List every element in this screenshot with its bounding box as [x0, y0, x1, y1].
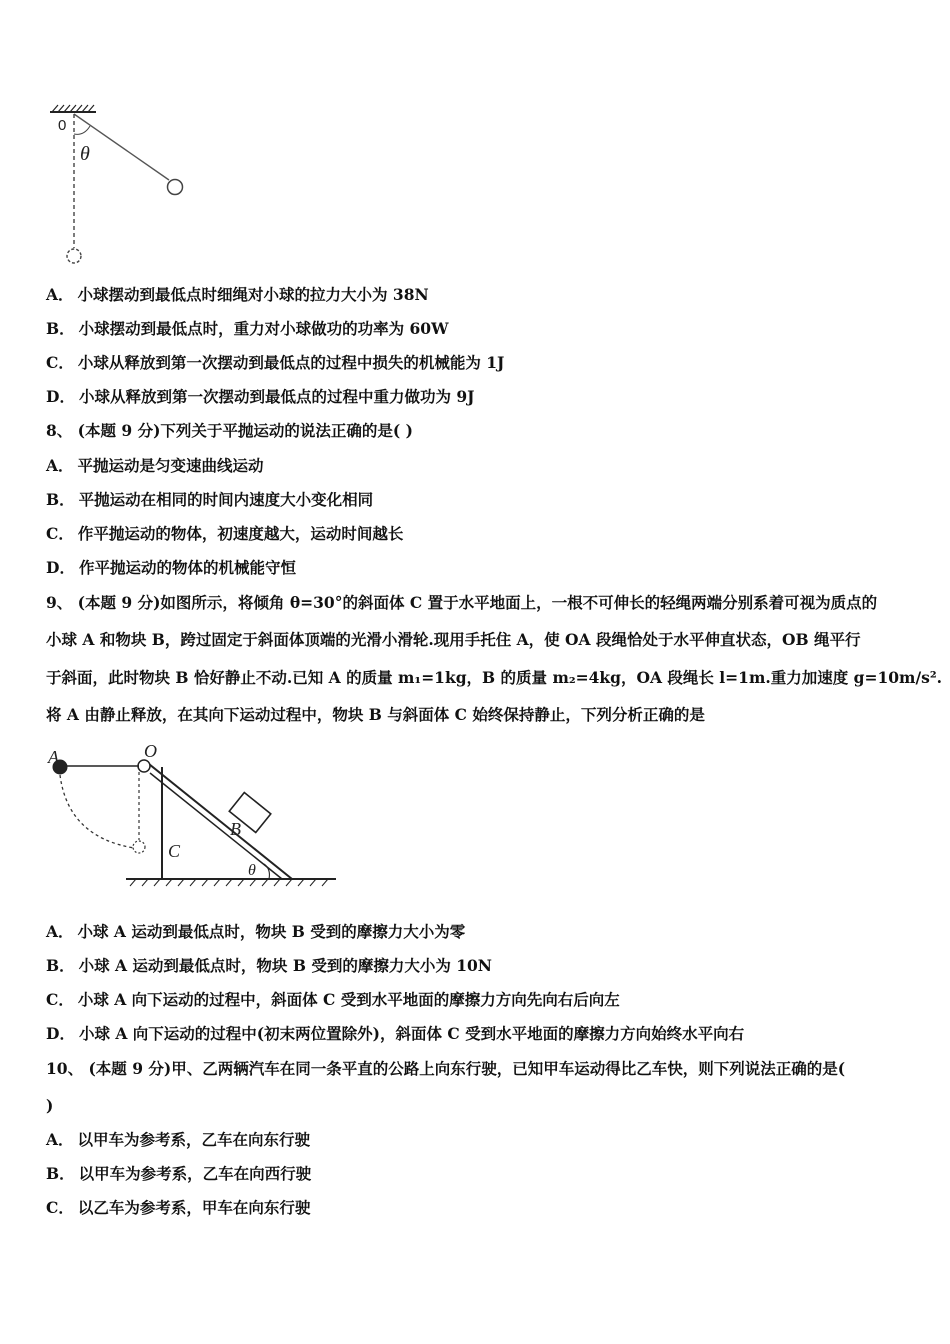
q8-option-b: B． 平抛运动在相同的时间内速度大小变化相同	[46, 490, 374, 509]
q10-option-a: A． 以甲车为参考系，乙车在向东行驶	[46, 1130, 311, 1149]
angle-label: θ	[80, 143, 90, 165]
incline-pulley-figure	[44, 745, 344, 895]
q9-option-a: A． 小球 A 运动到最低点时，物块 B 受到的摩擦力大小为零	[46, 922, 466, 941]
q9-option-d: D． 小球 A 向下运动的过程中(初末两位置除外)，斜面体 C 受到水平地面的摩擦力方向始终水平向右	[46, 1024, 745, 1043]
q8-option-d: D． 作平抛运动的物体的机械能守恒	[46, 558, 296, 577]
q9-stem-line1: 9、 (本题 9 分)如图所示，将倾角 θ=30°的斜面体 C 置于水平地面上，一根不可伸长的轻绳两端分别系着可视为质点的	[46, 593, 878, 612]
label-c: C	[168, 841, 181, 861]
q9-stem-line3: 于斜面，此时物块 B 恰好静止不动.已知 A 的质量 m₁=1kg，B 的质量 m₂=4kg，OA 段绳长 l=1m.重力加速度 g=10m/s².	[46, 668, 943, 687]
q9-stem-line2: 小球 A 和物块 B，跨过固定于斜面体顶端的光滑小滑轮.现用手托住 A，使 OA 段绳恰处于水平伸直状态，OB 绳平行	[46, 630, 861, 649]
label-theta: θ	[248, 862, 256, 879]
q8-stem: 8、 (本题 9 分)下列关于平抛运动的说法正确的是( )	[46, 421, 413, 440]
label-a: A	[48, 747, 59, 767]
pendulum-figure	[44, 100, 204, 270]
q7-option-a: A． 小球摆动到最低点时细绳对小球的拉力大小为 38N	[46, 285, 429, 304]
label-b: B	[230, 819, 241, 839]
q9-stem-line4: 将 A 由静止释放，在其向下运动过程中，物块 B 与斜面体 C 始终保持静止，下列分析正确的是	[46, 705, 705, 724]
q10-option-c: C． 以乙车为参考系，甲车在向东行驶	[46, 1198, 311, 1217]
q9-option-b: B． 小球 A 运动到最低点时，物块 B 受到的摩擦力大小为 10N	[46, 956, 492, 975]
q7-option-c: C． 小球从释放到第一次摆动到最低点的过程中损失的机械能为 1J	[46, 353, 505, 372]
q10-stem-line1: 10、 (本题 9 分)甲、乙两辆汽车在同一条平直的公路上向东行驶，已知甲车运动得比乙车快，则下列说法正确的是(	[46, 1059, 846, 1078]
q8-option-c: C． 作平抛运动的物体，初速度越大，运动时间越长	[46, 524, 404, 543]
pivot-label: 0	[58, 117, 67, 134]
q7-option-d: D． 小球从释放到第一次摆动到最低点的过程中重力做功为 9J	[46, 387, 475, 406]
label-o: O	[144, 745, 157, 761]
q7-option-b: B． 小球摆动到最低点时，重力对小球做功的功率为 60W	[46, 319, 449, 338]
q10-option-b: B． 以甲车为参考系，乙车在向西行驶	[46, 1164, 312, 1183]
q9-option-c: C． 小球 A 向下运动的过程中，斜面体 C 受到水平地面的摩擦力方向先向右后向左	[46, 990, 620, 1009]
q8-option-a: A． 平抛运动是匀变速曲线运动	[46, 456, 264, 475]
q10-stem-line2: )	[46, 1096, 54, 1115]
